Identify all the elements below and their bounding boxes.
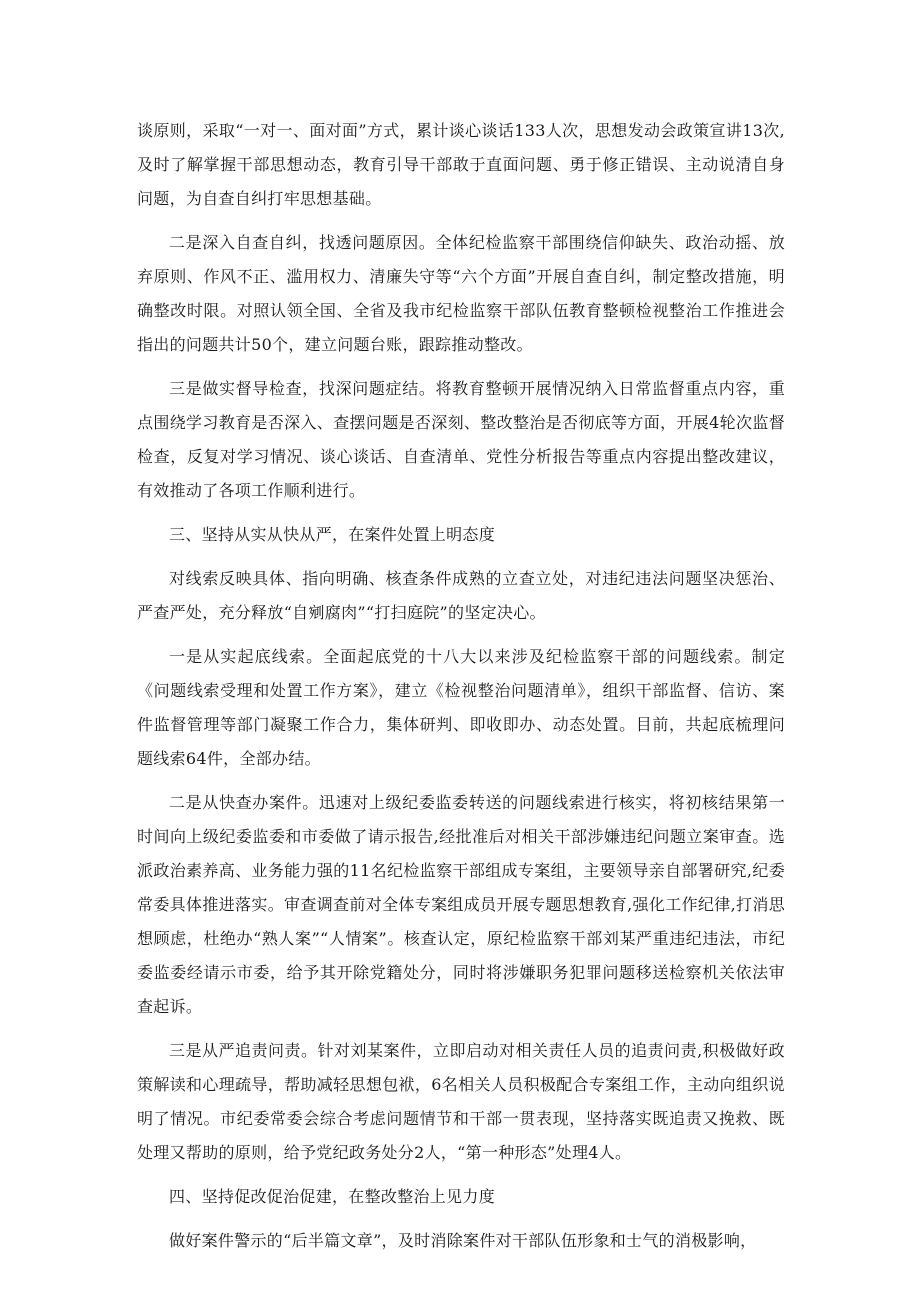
- section-heading-rectification: 四、坚持促改促治促建，在整改整治上见力度: [169, 1187, 496, 1206]
- document-body: [137, 114, 785, 1268]
- paragraph-self-inspection: 二是深入自查自纠，找透问题原因。全体纪检监察干部围绕信仰缺失、政治动摇、放弃原则、作风不正、滥用权力、清廉失守等“六个方面”开展自查自纠，制定整改措施，明确整改时限。对照认领全国、全省及我市纪检监察干部队伍教育整顿检视整治工作推进会指出的问题共计50个，建立问题台账，跟踪推动整改。: [137, 233, 785, 354]
- paragraph-case-investigation: 二是从快查办案件。迅速对上级纪委监委转送的问题线索进行核实，将初核结果第一时间向上级纪委监委和市委做了请示报告,经批准后对相关干部涉嫌违纪问题立案审查。选派政治素养高、业务能力强的11名纪检监察干部组成专案组，主要领导亲自部署研究,纪委常委具体推进落实。审查调查前对全体专案组成员开展专题思想教育,强化工作纪律,打消思想顾虑，杜绝办“熟人案”“人情案”。核查认定，原纪检监察干部刘某严重违纪违法，市纪委监委经请示市委，给予其开除党籍处分，同时将涉嫌职务犯罪问题移送检察机关依法审查起诉。: [137, 793, 785, 1016]
- paragraph-accountability: 三是从严追责问责。针对刘某案件，立即启动对相关责任人员的追责问责,积极做好政策解读和心理疏导，帮助减轻思想包袱，6名相关人员积极配合专案组工作，主动向组织说明了情况。市纪委常委会综合考虑问题情节和干部一贯表现，坚持落实既追责又挽救、既处理又帮助的原则，给予党纪政务处分2人，“第一种形态”处理4人。: [137, 1041, 785, 1162]
- paragraph-supervision-check: 三是做实督导检查，找深问题症结。将教育整顿开展情况纳入日常监督重点内容，重点围绕学习教育是否深入、查摆问题是否深刻、整改整治是否彻底等方面，开展4轮次监督检查，反复对学习情况、谈心谈话、自查清单、党性分析报告等重点内容提出整改建议，有效推动了各项工作顺利进行。: [137, 379, 785, 500]
- section-heading-case-handling: 三、坚持从实从快从严，在案件处置上明态度: [169, 525, 496, 544]
- paragraph-case-intro: 对线索反映具体、指向明确、核查条件成熟的立查立处，对违纪违法问题坚决惩治、严查严处，充分释放“自剜腐肉”“打扫庭院”的坚定决心。: [137, 569, 785, 622]
- paragraph-clue-review: 一是从实起底线索。全面起底党的十八大以来涉及纪检监察干部的问题线索。制定《问题线索受理和处置工作方案》，建立《检视整治问题清单》，组织干部监督、信访、案件监督管理等部门凝聚工作合力，集体研判、即收即办、动态处置。目前，共起底梳理问题线索64件，全部办结。: [137, 647, 785, 768]
- paragraph-rectification-intro: 做好案件警示的“后半篇文章”，及时消除案件对干部队伍形象和士气的消极影响，: [169, 1231, 757, 1250]
- paragraph-continuation: 谈原则，采取“一对一、面对面”方式，累计谈心谈话133人次，思想发动会政策宣讲13次,及时了解掌握干部思想动态，教育引导干部敢于直面问题、勇于修正错误、主动说清自身问题，为自查自纠打牢思想基础。: [137, 121, 785, 208]
